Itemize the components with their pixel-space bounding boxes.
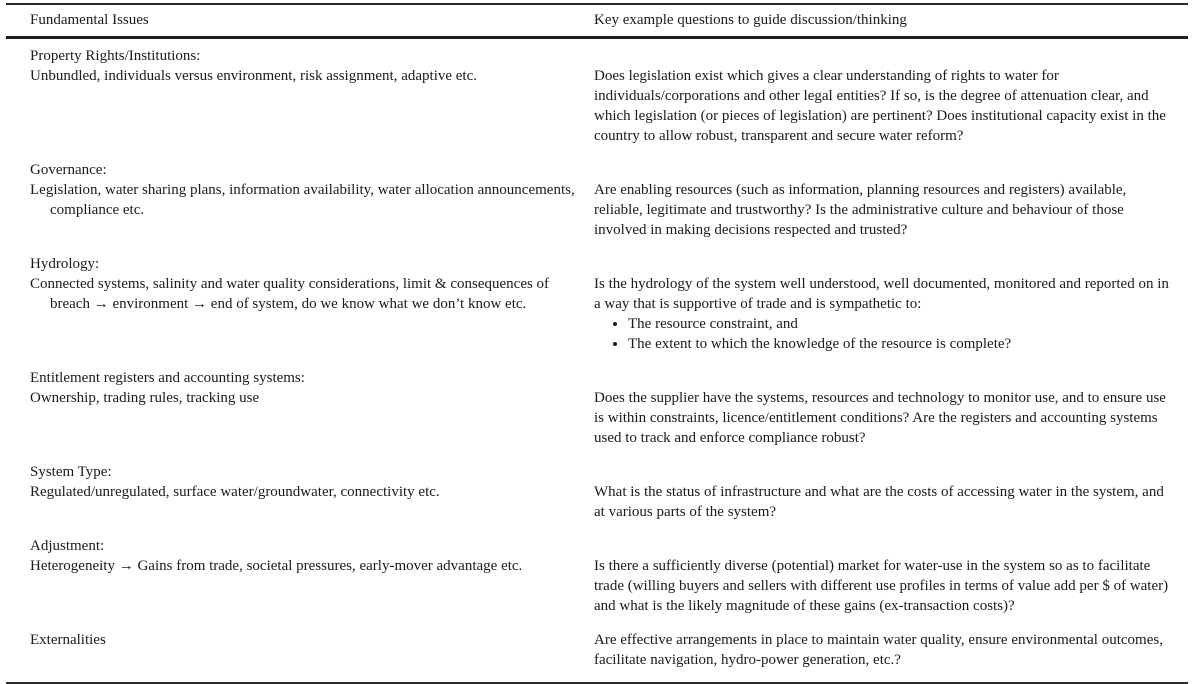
table-row-entitlement-registers <box>6 368 1188 448</box>
question-cell <box>594 630 1188 670</box>
question-text: Are effective arrangements in place to maintain water quality, ensure environmental outcomes, facilitate navigation, hydro-power generation, etc.? <box>594 632 1163 668</box>
question-text: Is the hydrology of the system well understood, well documented, monitored and reported on in a way that is supportive of trade and is sympathetic to: <box>594 276 1169 312</box>
issue-heading: Hydrology: <box>30 256 100 272</box>
bullet-list <box>616 314 1170 354</box>
issue-cell <box>6 368 594 448</box>
question-cell <box>594 368 1188 448</box>
table-row-hydrology <box>6 254 1188 354</box>
question-cell <box>594 160 1188 240</box>
issue-heading: Entitlement registers and accounting systems: <box>30 370 305 386</box>
issue-heading: Governance: <box>30 162 107 178</box>
issue-detail: Regulated/unregulated, surface water/groundwater, connectivity etc. <box>30 484 440 500</box>
table-row-adjustment <box>6 536 1188 616</box>
issue-cell <box>6 254 594 354</box>
table-header-row <box>6 5 1188 39</box>
question-cell <box>594 254 1188 354</box>
issue-cell <box>6 462 594 522</box>
bullet-item: • The resource constraint, and <box>628 314 1170 334</box>
table-row-system-type <box>6 462 1188 522</box>
question-cell <box>594 462 1188 522</box>
question-text: Does legislation exist which gives a clear understanding of rights to water for individuals/corporations and other legal entities? If so, is the degree of attenuation clear, and which legislation (or pieces of legislation) are pertinent? Does institutional capacity exist in the country to allow robust, transparent and secure water reform? <box>594 68 1166 144</box>
issue-cell <box>6 160 594 240</box>
issue-cell <box>6 536 594 616</box>
issue-heading: Externalities <box>30 632 106 648</box>
question-text: What is the status of infrastructure and what are the costs of accessing water in the system, and at various parts of the system? <box>594 484 1164 520</box>
question-text: Are enabling resources (such as information, planning resources and registers) available, reliable, legitimate and trustworthy? Is the administrative culture and behaviour of those involved in making decisions respected and trusted? <box>594 182 1127 238</box>
issues-table <box>6 3 1188 684</box>
question-cell <box>594 46 1188 146</box>
issue-detail: Connected systems, salinity and water quality considerations, limit & consequences of breach → environment → end of system, do we know what we don’t know etc. <box>30 276 550 312</box>
table-row-governance <box>6 160 1188 240</box>
issue-detail: Unbundled, individuals versus environment, risk assignment, adaptive etc. <box>30 68 477 84</box>
issue-cell <box>6 630 594 670</box>
issue-cell <box>6 46 594 146</box>
column-header-key-questions: Key example questions to guide discussion/thinking <box>594 12 907 28</box>
issue-detail: Heterogeneity → Gains from trade, societal pressures, early-mover advantage etc. <box>30 558 523 574</box>
issue-heading: System Type: <box>30 464 112 480</box>
issue-detail: Ownership, trading rules, tracking use <box>30 390 260 406</box>
question-text: Is there a sufficiently diverse (potential) market for water-use in the system so as to facilitate trade (willing buyers and sellers with different use profiles in terms of value add per $ of water) and what is the likely magnitude of these gains (ex-transaction costs)? <box>594 558 1169 614</box>
issue-heading: Adjustment: <box>30 538 105 554</box>
table-row-property-rights <box>6 46 1188 146</box>
issue-heading: Property Rights/Institutions: <box>30 48 201 64</box>
bullet-item: • The extent to which the knowledge of the resource is complete? <box>628 334 1170 354</box>
table-body <box>6 39 1188 684</box>
question-text: Does the supplier have the systems, resources and technology to monitor use, and to ensure use is within constraints, licence/entitlement conditions? Are the registers and accounting systems used to track and enforce compliance robust? <box>594 390 1166 446</box>
question-cell <box>594 536 1188 616</box>
issue-detail: Legislation, water sharing plans, information availability, water allocation announcements, compliance etc. <box>30 182 575 218</box>
column-header-fundamental-issues: Fundamental Issues <box>30 12 149 28</box>
table-row-externalities <box>6 630 1188 670</box>
